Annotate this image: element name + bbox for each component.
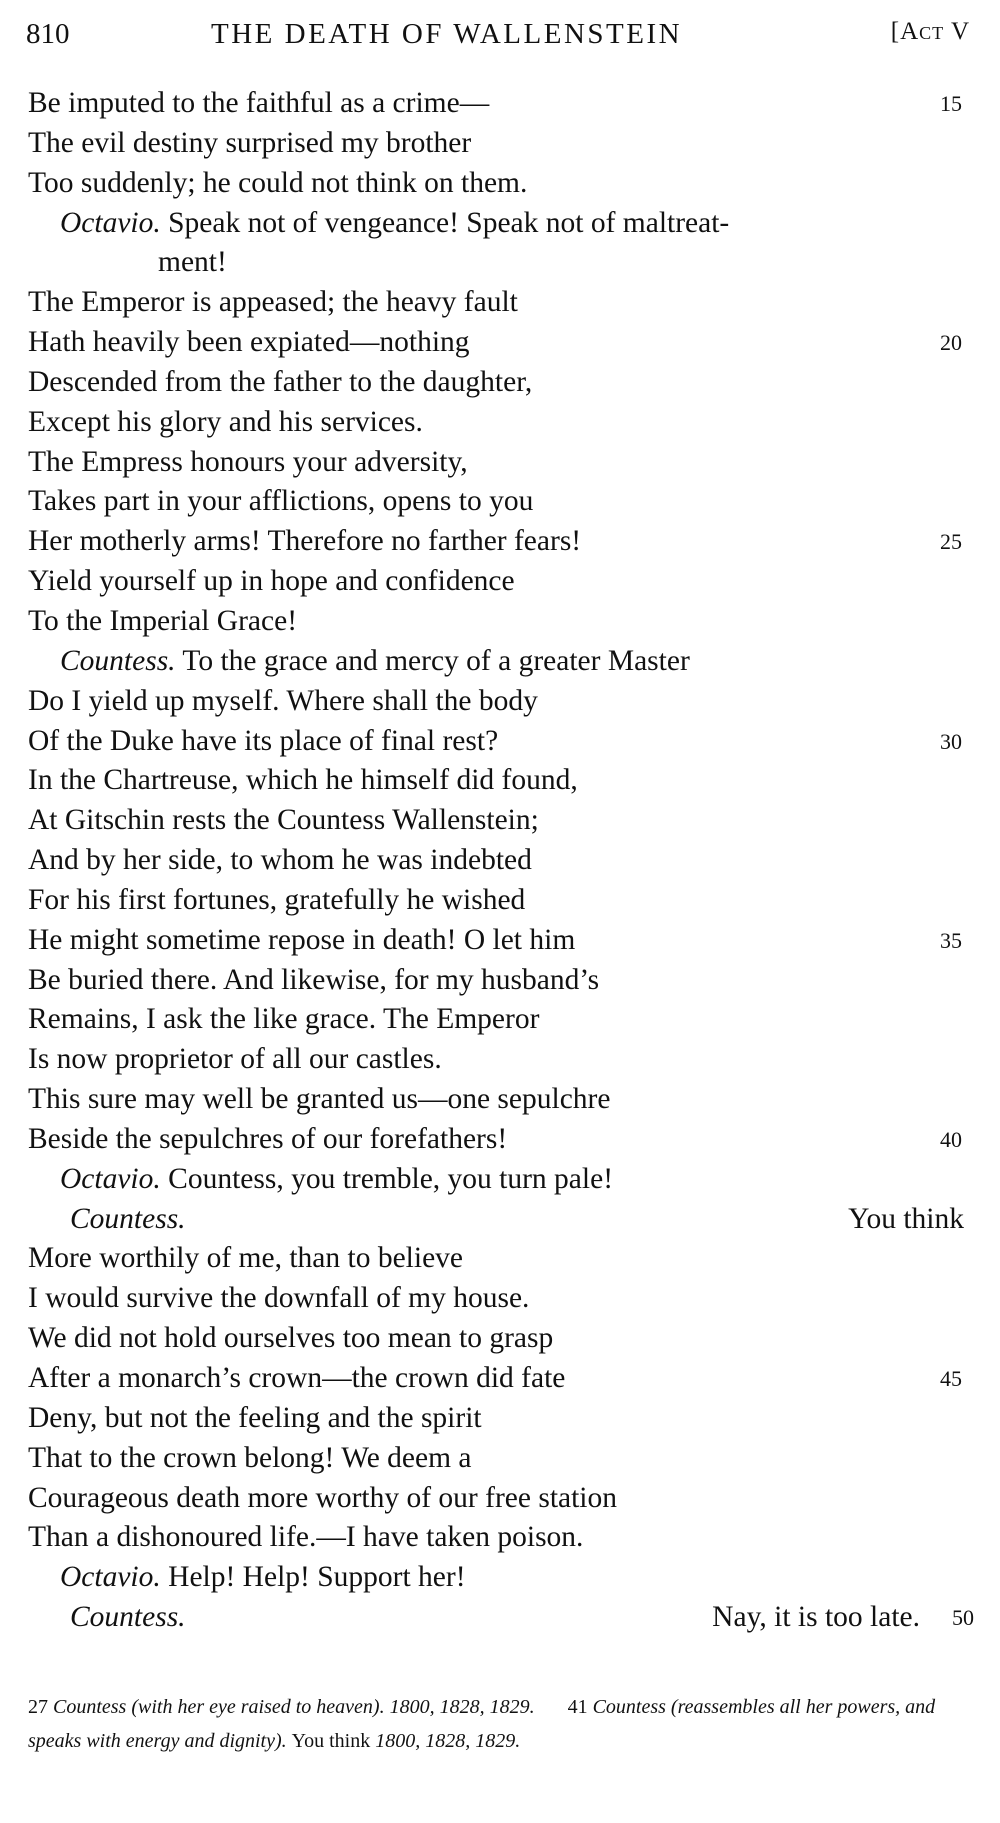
speaker-name: Countess.	[70, 1202, 186, 1235]
verse-line-text	[28, 1239, 463, 1279]
line-words: Be imputed to the faithful as a crime—	[28, 87, 490, 119]
verse-line	[0, 283, 1000, 323]
verse-line	[0, 1359, 1000, 1399]
line-words: Help! Help! Support her!	[160, 1561, 466, 1594]
line-words: Her motherly arms! Therefore no farther fears!	[28, 525, 582, 558]
footnote-text: You think	[291, 1730, 371, 1752]
line-words: More worthily of me, than to believe	[28, 1242, 464, 1275]
verse-line-text	[28, 562, 515, 602]
verse-line-text	[28, 403, 423, 443]
verse-line	[0, 1279, 1000, 1319]
line-words: The Emperor is appeased; the heavy fault	[28, 286, 518, 319]
speaker-name: Countess.	[70, 1601, 186, 1634]
verse-line	[0, 642, 1000, 682]
verse-line	[0, 841, 1000, 881]
line-words: ment!	[158, 246, 227, 279]
verse-line	[0, 1598, 1000, 1638]
verse-line-text	[28, 283, 518, 323]
footnotes	[28, 1690, 976, 1758]
verse-line	[0, 1239, 1000, 1279]
verse-line-text	[60, 204, 729, 244]
verse-line-text	[60, 1558, 466, 1598]
verse-line	[0, 1439, 1000, 1479]
verse-line-text	[28, 761, 578, 801]
line-number: 15	[940, 91, 962, 116]
line-words: He might sometime repose in death! O let him	[28, 923, 576, 956]
line-words: This sure may well be granted us—one sepulchre	[28, 1083, 611, 1116]
verse-line	[0, 403, 1000, 443]
verse-line-text	[28, 1000, 539, 1040]
line-words: Except his glory and his services.	[28, 405, 423, 438]
verse-line	[0, 522, 1000, 562]
line-words: Deny, but not the feeling and the spirit	[28, 1401, 482, 1434]
line-words: Courageous death more worthy of our free station	[28, 1481, 618, 1514]
line-words: In the Chartreuse, which he himself did found,	[28, 764, 578, 797]
verse-line	[0, 602, 1000, 642]
verse-line-text	[28, 841, 532, 881]
footnote-number: 41	[567, 1696, 588, 1718]
line-words: I would survive the downfall of my house.	[28, 1282, 530, 1315]
verse-line-text	[28, 961, 599, 1001]
verse-line	[0, 482, 1000, 522]
verse-line	[0, 204, 1000, 244]
line-words: The evil destiny surprised my brother	[28, 126, 472, 159]
verse-line	[0, 84, 1000, 124]
footnote-text: Countess (reassembles all her powers, and speaks with energy and dignity).	[28, 1696, 936, 1752]
verse-line-text	[28, 682, 538, 722]
line-continuation: You think	[848, 1202, 964, 1235]
line-number: 45	[940, 1366, 962, 1391]
verse-line	[0, 961, 1000, 1001]
line-continuation: Nay, it is too late.	[712, 1601, 920, 1634]
line-words: Be buried there. And likewise, for my husband’s	[28, 963, 600, 996]
verse-line	[0, 1000, 1000, 1040]
speaker-name: Octavio.	[60, 1162, 161, 1195]
line-number: 20	[940, 330, 962, 356]
verse-line-text	[28, 522, 581, 562]
verse-line-text	[158, 243, 227, 283]
line-words: The Empress honours your adversity,	[28, 445, 468, 478]
verse-line-text	[28, 1359, 565, 1399]
verse-line	[0, 1080, 1000, 1120]
verse-line	[0, 801, 1000, 841]
line-words: Descended from the father to the daughter,	[28, 365, 533, 398]
line-words: Do I yield up myself. Where shall the body	[28, 684, 538, 717]
verse-line-text	[28, 1518, 583, 1558]
verse-line-text	[70, 1200, 186, 1240]
verse-line-text	[60, 1160, 613, 1200]
verse-line-text	[28, 921, 575, 961]
verse-line-text	[28, 1040, 442, 1080]
line-words: At Gitschin rests the Countess Wallenstein;	[28, 804, 539, 837]
verse-line	[0, 164, 1000, 204]
verse-line	[0, 1160, 1000, 1200]
verse-line	[0, 562, 1000, 602]
verse-line	[0, 1200, 1000, 1240]
verse-line	[0, 722, 1000, 762]
page-number: 810	[26, 18, 70, 50]
line-words: After a monarch’s crown—the crown did fate	[28, 1362, 566, 1394]
verse-line-text	[28, 1080, 610, 1120]
verse-line	[0, 1120, 1000, 1160]
verse-line	[0, 443, 1000, 483]
verse-line-text	[28, 1479, 617, 1519]
verse-line-text	[28, 1399, 482, 1439]
verse-line-text	[28, 1120, 507, 1160]
line-words: For his first fortunes, gratefully he wished	[28, 883, 526, 916]
speaker-name: Octavio.	[60, 1561, 161, 1594]
line-number: 25	[940, 529, 962, 555]
line-words: Yield yourself up in hope and confidence	[28, 565, 515, 598]
verse-line	[0, 1479, 1000, 1519]
verse-line	[0, 1558, 1000, 1598]
verse-line	[0, 1319, 1000, 1359]
verse-line-text	[28, 164, 527, 204]
line-words: And by her side, to whom he was indebted	[28, 844, 532, 877]
line-words: Is now proprietor of all our castles.	[28, 1043, 442, 1076]
verse-line-text	[28, 363, 532, 403]
footnote-text: 1800, 1828, 1829.	[375, 1730, 521, 1752]
verse-line-text	[28, 722, 498, 762]
line-words: Of the Duke have its place of final rest?	[28, 724, 499, 757]
verse-line	[0, 1040, 1000, 1080]
line-words: Remains, I ask the like grace. The Emperor	[28, 1003, 540, 1036]
verse-line	[0, 323, 1000, 363]
running-header	[26, 14, 970, 54]
line-words: That to the crown belong! We deem a	[28, 1441, 472, 1474]
verse-line	[0, 682, 1000, 722]
line-words: To the grace and mercy of a greater Master	[175, 644, 690, 677]
footnote-number: 27	[28, 1696, 48, 1718]
line-number: 50	[952, 1605, 974, 1631]
verse-line	[0, 124, 1000, 164]
verse-line	[0, 1399, 1000, 1439]
line-words: Hath heavily been expiated—nothing	[28, 326, 470, 359]
speaker-name: Octavio.	[60, 206, 161, 239]
line-number: 40	[940, 1126, 962, 1152]
line-number: 30	[940, 728, 962, 754]
verse-line-text	[28, 1279, 529, 1319]
line-words: Speak not of vengeance! Speak not of maltreat-	[160, 206, 730, 239]
verse-line-text	[28, 84, 489, 124]
verse-line	[0, 363, 1000, 403]
verse-line	[0, 243, 1000, 283]
line-words: To the Imperial Grace!	[28, 604, 298, 637]
verse-line-text	[28, 1439, 472, 1479]
verse-line-text	[28, 1319, 553, 1359]
verse-line	[0, 761, 1000, 801]
verse-line-text	[70, 1598, 186, 1638]
line-words: Takes part in your afflictions, opens to you	[28, 485, 534, 518]
verse-text	[0, 84, 1000, 1638]
act-label: [Act V	[890, 18, 970, 45]
line-words: Beside the sepulchres of our forefathers!	[28, 1122, 508, 1155]
verse-line-text	[28, 881, 525, 921]
verse-line-text	[60, 642, 690, 682]
line-words: Countess, you tremble, you turn pale!	[160, 1162, 614, 1195]
footnote-text: Countess (with her eye raised to heaven). 1800, 1828, 1829.	[53, 1696, 535, 1718]
verse-line-text	[28, 602, 297, 642]
verse-line	[0, 921, 1000, 961]
verse-line-text	[28, 443, 468, 483]
verse-line-text	[28, 482, 533, 522]
verse-line	[0, 881, 1000, 921]
running-title: THE DEATH OF WALLENSTEIN	[211, 18, 683, 50]
verse-line-text	[28, 801, 539, 841]
line-number: 35	[940, 927, 962, 953]
line-words: Than a dishonoured life.—I have taken poison.	[28, 1521, 584, 1554]
speaker-name: Countess.	[60, 644, 176, 677]
verse-line-text	[28, 323, 470, 363]
line-words: We did not hold ourselves too mean to grasp	[28, 1322, 554, 1355]
verse-line	[0, 1518, 1000, 1558]
verse-line-text	[28, 124, 471, 164]
line-words: Too suddenly; he could not think on them.	[28, 166, 528, 199]
